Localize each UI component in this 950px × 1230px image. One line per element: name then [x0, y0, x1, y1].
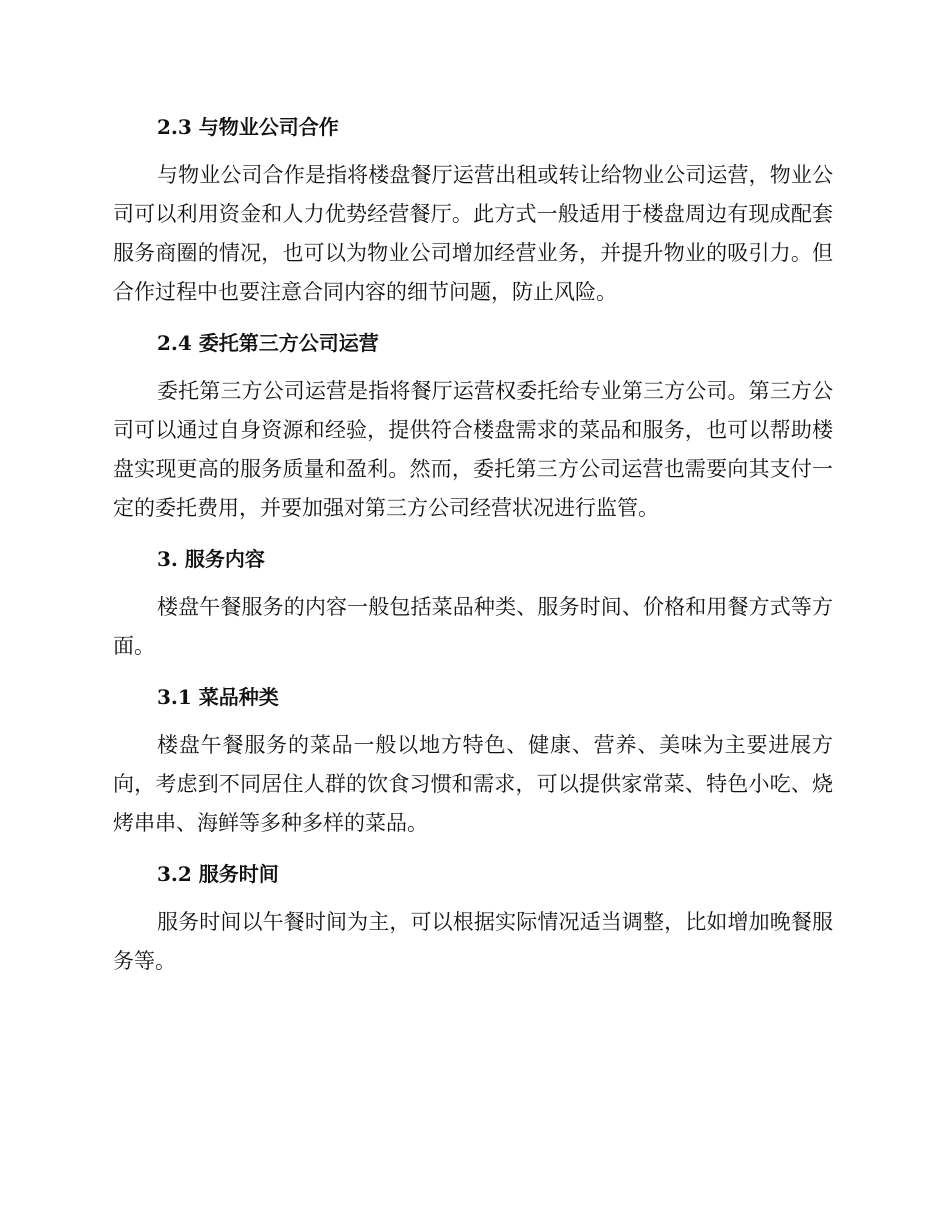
- section-heading-3-1: 3.1 菜品种类: [157, 685, 279, 709]
- section-paragraph-2-3: 与物业公司合作是指将楼盘餐厅运营出租或转让给物业公司运营，物业公司可以利用资金和人力优势经营餐厅。此方式一般适用于楼盘周边有现成配套服务商圈的情况，也可以为物业公司增加经营业务，并提升物业的吸引力。但合作过程中也要注意合同内容的细节问题，防止风险。: [113, 163, 833, 304]
- section-paragraph-3-1: 楼盘午餐服务的菜品一般以地方特色、健康、营养、美味为主要进展方向，考虑到不同居住人群的饮食习惯和需求，可以提供家常菜、特色小吃、烧烤串串、海鲜等多种多样的菜品。: [113, 733, 833, 835]
- section-heading-3: 3. 服务内容: [157, 547, 265, 571]
- document-body: [113, 112, 833, 981]
- section-paragraph-3-2: 服务时间以午餐时间为主，可以根据实际情况适当调整，比如增加晚餐服务等。: [113, 910, 833, 973]
- section-heading-3-2: 3.2 服务时间: [157, 862, 279, 886]
- section-heading-2-4: 2.4 委托第三方公司运营: [157, 331, 379, 355]
- section-paragraph-2-4: 委托第三方公司运营是指将餐厅运营权委托给专业第三方公司。第三方公司可以通过自身资源和经验，提供符合楼盘需求的菜品和服务，也可以帮助楼盘实现更高的服务质量和盈利。然而，委托第三方公司运营也需要向其支付一定的委托费用，并要加强对第三方公司经营状况进行监管。: [113, 379, 833, 520]
- section-heading-2-3: 2.3 与物业公司合作: [157, 115, 339, 139]
- section-paragraph-3: 楼盘午餐服务的内容一般包括菜品种类、服务时间、价格和用餐方式等方面。: [113, 595, 833, 658]
